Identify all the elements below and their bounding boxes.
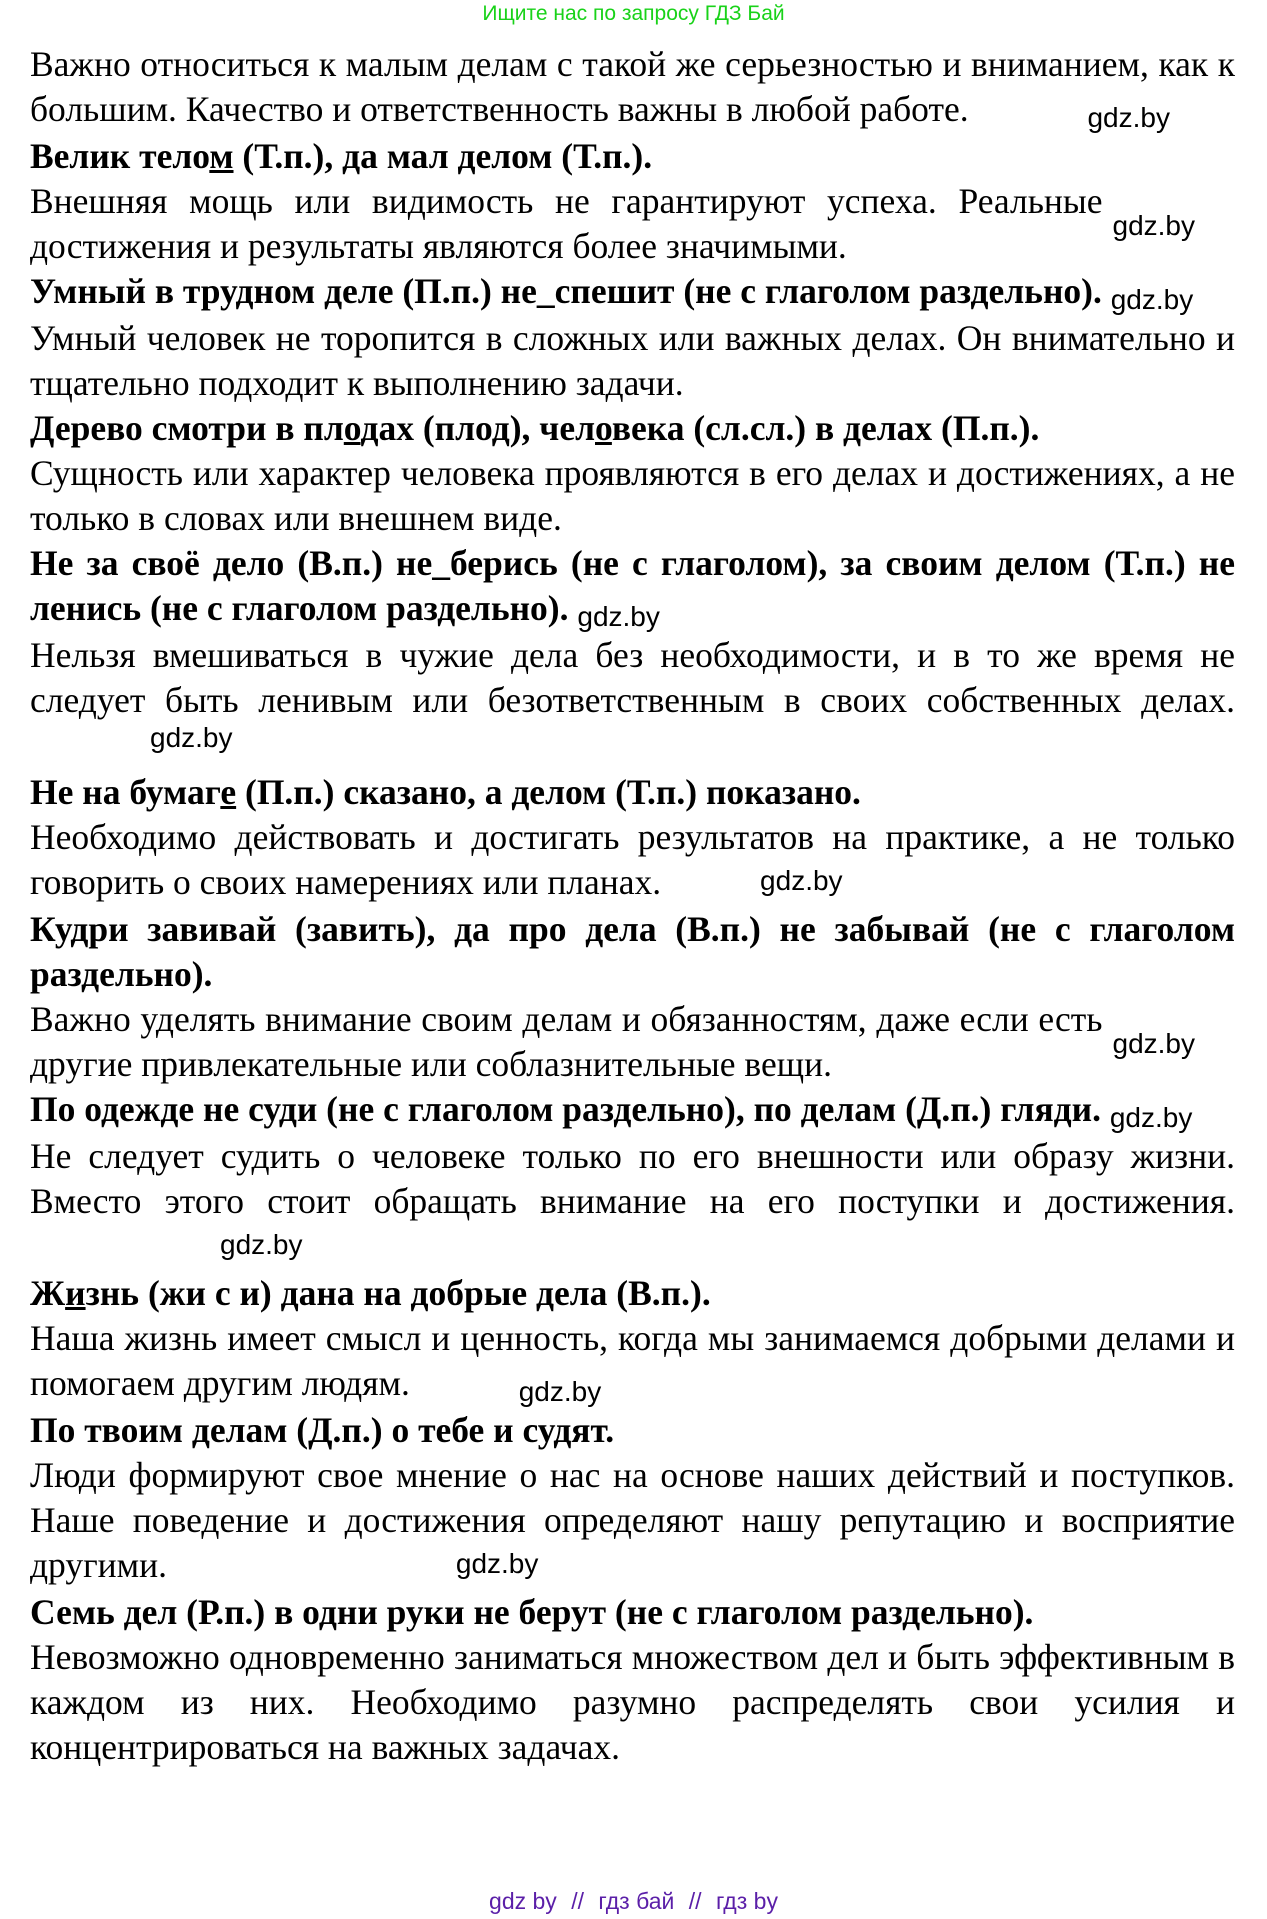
watermark: gdz.by (1110, 284, 1194, 315)
footer-link-gdz-bai[interactable]: гдз бай (598, 1888, 675, 1914)
proverb-heading-6: Кудри завивай (завить), да про дела (В.п.) не забывай (не с глаголом раздельно). (30, 909, 1235, 994)
paragraph-2: gdz.by Внешняя мощь или видимость не гарантируют успеха. Реальные достижения и результаты являются более значимыми. (30, 181, 1195, 266)
document-body (30, 42, 1235, 1770)
watermark: gdz.by (1087, 102, 1170, 133)
footer-link-gdz-by[interactable]: gdz by (489, 1888, 557, 1914)
top-search-link[interactable]: Ищите нас по запросу ГДЗ Бай (482, 2, 785, 25)
watermark: gdz.by (1112, 210, 1195, 241)
proverb-heading-10: Семь дел (Р.п.) в одни руки не берут (не с глаголом раздельно). (30, 1592, 1034, 1632)
watermark: gdz.by (1109, 1102, 1193, 1133)
paragraph-3: Умный человек не торопится в сложных или важных делах. Он внимательно и тщательно подходит к выполнению задачи. (30, 318, 1235, 403)
footer-separator: // (688, 1888, 702, 1914)
watermark: gdz.by (760, 865, 843, 896)
paragraph-11: Невозможно одновременно заниматься множеством дел и быть эффективным в каждом из них. Необходимо разумно распределять свои усилия и концентрироваться на важных задачах. (30, 1637, 1235, 1767)
paragraph-9: Наша жизнь имеет смысл и ценность, когда мы занимаемся добрыми делами и помогаем другим людям. gdz.by (30, 1318, 1235, 1407)
paragraph-5: Нельзя вмешиваться в чужие дела без необходимости, и в то же время не следует быть ленивым или безответственным в своих собственных делах. $^{gdz.by}$ (30, 635, 1235, 753)
proverb-heading-1: Велик телом (Т.п.), да мал делом (Т.п.). (30, 136, 653, 176)
watermark: gdz.by (577, 601, 660, 632)
proverb-heading-8: Жизнь (жи с и) дана на добрые дела (В.п.). (30, 1273, 711, 1313)
watermark: gdz.by (455, 1548, 539, 1579)
paragraph-6: Необходимо действовать и достигать результатов на практике, а не только говорить о своих намерениях или планах. gdz.by (30, 817, 1235, 902)
watermark: gdz.by (518, 1376, 602, 1407)
proverb-heading-9: По твоим делам (Д.п.) о тебе и судят. (30, 1410, 615, 1450)
watermark: gdz.by (220, 1229, 303, 1260)
paragraph-8: Не следует судить о человеке только по его внешности или образу жизни. Вместо этого стоит обращать внимание на его поступки и достижения. gdz.by (30, 1136, 1235, 1260)
paragraph-1: Важно относиться к малым делам с такой же серьезностью и вниманием, как к большим. Качество и ответственность важны в любой работе. gdz.by (30, 44, 1235, 133)
footer-link-gdz-by-2[interactable]: гдз by (715, 1888, 778, 1914)
footer-links (0, 1888, 1267, 1915)
watermark: gdz.by (1112, 1028, 1195, 1059)
paragraph-10: Люди формируют свое мнение о нас на основе наших действий и поступков. Наше поведение и достижения определяют нашу репутацию и восприятие другими. gdz.by (30, 1455, 1235, 1585)
watermark: gdz.by (150, 722, 233, 753)
proverb-heading-7: По одежде не суди (не с глаголом раздельно), по делам (Д.п.) гляди. gdz.by (30, 1089, 1193, 1133)
proverb-heading-2: Умный в трудном деле (П.п.) не_спешит (не с глаголом раздельно). gdz.by (30, 271, 1194, 315)
paragraph-4: Сущность или характер человека проявляются в его делах и достижениях, а не только в словах или внешнем виде. (30, 453, 1235, 538)
proverb-heading-4: Не за своё дело (В.п.) не_берись (не с глаголом), за своим делом (Т.п.) не ленись (не с глаголом раздельно). gdz.by (30, 543, 1235, 632)
footer-separator: // (571, 1888, 584, 1914)
proverb-heading-3: Дерево смотри в плодах (плод), человека (сл.сл.) в делах (П.п.). (30, 408, 1040, 448)
proverb-heading-5: Не на бумаге (П.п.) сказано, а делом (Т.п.) показано. (30, 772, 861, 812)
paragraph-7: gdz.by Важно уделять внимание своим делам и обязанностям, даже если есть другие привлекательные или соблазнительные вещи. (30, 999, 1195, 1084)
